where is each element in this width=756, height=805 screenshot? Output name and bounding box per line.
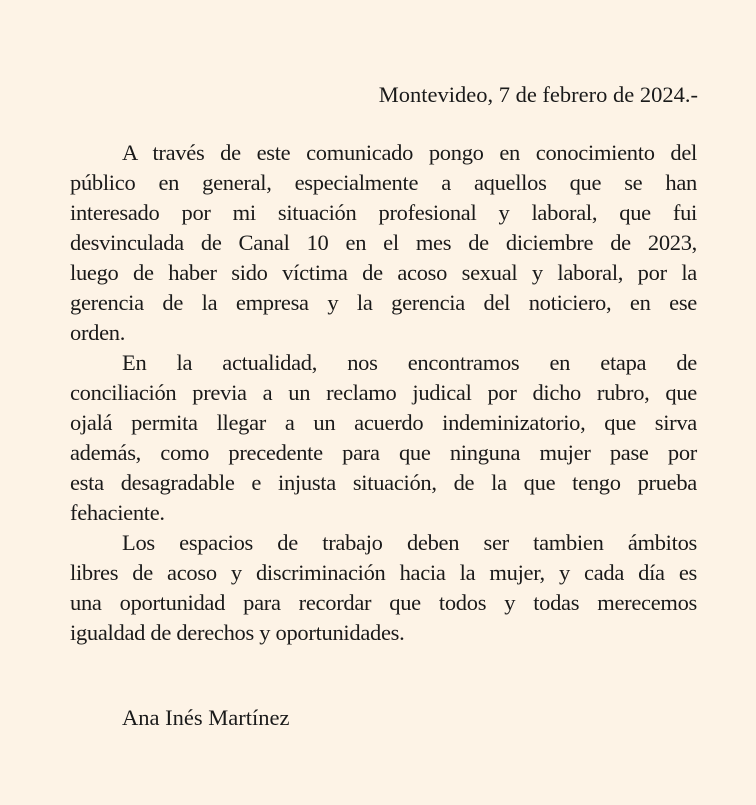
text-line: libres de acoso y discriminación hacia la mujer, y cada día es <box>70 560 697 585</box>
text-line: igualdad de derechos y oportunidades. <box>70 620 405 645</box>
text-line: En la actualidad, nos encontramos en etapa de <box>122 350 697 375</box>
paragraph <box>70 348 697 528</box>
paragraph <box>70 528 697 648</box>
text-line: desvinculada de Canal 10 en el mes de diciembre de 2023, <box>70 230 697 255</box>
signature: Ana Inés Martínez <box>122 705 290 730</box>
text-line: esta desagradable e injusta situación, de la que tengo prueba <box>70 470 697 495</box>
date-line: Montevideo, 7 de febrero de 2024.- <box>378 82 698 107</box>
text-line: ojalá permita llegar a un acuerdo indeminizatorio, que sirva <box>70 410 697 435</box>
text-line: orden. <box>70 320 126 345</box>
text-line: público en general, especialmente a aquellos que se han <box>70 170 697 195</box>
paragraph <box>70 138 697 348</box>
text-line: conciliación previa a un reclamo judical por dicho rubro, que <box>70 380 697 405</box>
text-line: una oportunidad para recordar que todos y todas merecemos <box>70 590 697 615</box>
text-line: luego de haber sido víctima de acoso sexual y laboral, por la <box>70 260 697 285</box>
text-line: A través de este comunicado pongo en conocimiento del <box>122 140 697 165</box>
text-line: gerencia de la empresa y la gerencia del noticiero, en ese <box>70 290 697 315</box>
text-line: interesado por mi situación profesional y laboral, que fui <box>70 200 697 225</box>
text-line: Los espacios de trabajo deben ser tambien ámbitos <box>122 530 697 555</box>
text-line: además, como precedente para que ninguna mujer pase por <box>70 440 697 465</box>
text-line: fehaciente. <box>70 500 165 525</box>
letter-body <box>70 138 697 648</box>
